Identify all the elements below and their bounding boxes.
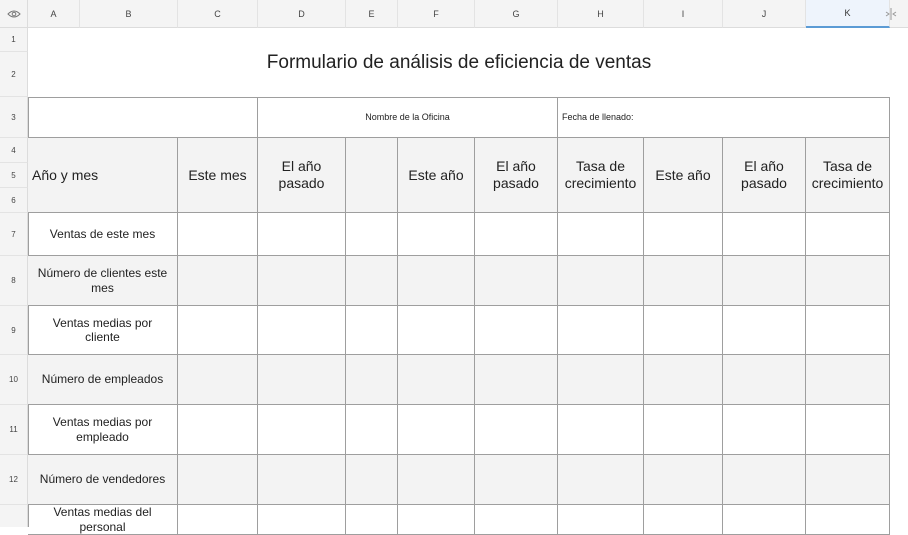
row-number: 7 <box>11 229 16 239</box>
row-number: 10 <box>9 375 18 384</box>
cell-a3-merged[interactable] <box>28 98 258 138</box>
row-header-2[interactable] <box>0 52 28 97</box>
row-header-12[interactable] <box>0 455 28 505</box>
column-header-j[interactable] <box>723 0 806 28</box>
header-this-month: Este mes <box>178 138 258 213</box>
data-cell[interactable] <box>475 256 558 306</box>
row-label: Ventas medias por cliente <box>28 306 178 355</box>
header-this-year-2: Este año <box>644 138 723 213</box>
data-cell[interactable] <box>558 355 644 405</box>
data-cell[interactable] <box>806 355 890 405</box>
row-number: 4 <box>11 145 16 155</box>
data-cell[interactable] <box>178 455 258 505</box>
data-cell[interactable] <box>346 455 398 505</box>
data-cell[interactable] <box>398 355 475 405</box>
column-header-e[interactable] <box>346 0 398 28</box>
data-cell[interactable] <box>723 505 806 535</box>
data-cell[interactable] <box>398 505 475 535</box>
data-cell[interactable] <box>398 213 475 256</box>
data-cell[interactable] <box>644 355 723 405</box>
data-cell[interactable] <box>258 505 346 535</box>
data-cell[interactable] <box>806 213 890 256</box>
data-cell[interactable] <box>258 256 346 306</box>
row-number: 11 <box>9 425 18 434</box>
data-cell[interactable] <box>475 505 558 535</box>
row-header-11[interactable] <box>0 405 28 455</box>
data-cell[interactable] <box>644 455 723 505</box>
row-number: 8 <box>11 276 16 285</box>
data-cell[interactable] <box>346 213 398 256</box>
row-number: 3 <box>11 112 16 122</box>
data-cell[interactable] <box>178 505 258 535</box>
header-last-year-2: El año pasado <box>475 138 558 213</box>
fill-date-label: Fecha de llenado: <box>558 98 890 138</box>
data-cell[interactable] <box>475 405 558 455</box>
data-cell[interactable] <box>178 306 258 355</box>
data-cell[interactable] <box>178 213 258 256</box>
data-cell[interactable] <box>723 306 806 355</box>
column-letter: I <box>681 8 685 19</box>
row-header-5[interactable] <box>0 163 28 188</box>
column-header-b[interactable] <box>80 0 178 28</box>
data-cell[interactable] <box>644 306 723 355</box>
data-cell[interactable] <box>398 455 475 505</box>
data-cell[interactable] <box>258 306 346 355</box>
data-cell[interactable] <box>346 256 398 306</box>
column-letter: H <box>597 8 604 19</box>
column-letter: E <box>368 8 375 19</box>
column-letter: A <box>50 8 57 19</box>
data-cell[interactable] <box>644 213 723 256</box>
data-cell[interactable] <box>806 505 890 535</box>
header-growth-rate: Tasa de crecimiento <box>558 138 644 213</box>
header-this-year: Este año <box>398 138 475 213</box>
freeze-columns-icon[interactable] <box>884 7 898 21</box>
data-cell[interactable] <box>475 306 558 355</box>
row-header-9[interactable] <box>0 306 28 355</box>
header-growth-rate-2: Tasa de crecimiento <box>806 138 890 213</box>
row-number: 6 <box>11 195 16 205</box>
column-header-c[interactable] <box>178 0 258 28</box>
data-cell[interactable] <box>558 455 644 505</box>
data-cell[interactable] <box>723 355 806 405</box>
data-cell[interactable] <box>178 405 258 455</box>
data-cell[interactable] <box>398 256 475 306</box>
select-all-corner[interactable] <box>0 0 28 28</box>
row-number: 9 <box>11 325 16 335</box>
data-cell[interactable] <box>475 455 558 505</box>
row-number: 5 <box>11 170 16 180</box>
header-empty <box>346 138 398 213</box>
data-cell[interactable] <box>346 505 398 535</box>
data-cell[interactable] <box>258 355 346 405</box>
data-cell[interactable] <box>806 405 890 455</box>
data-cell[interactable] <box>475 355 558 405</box>
data-cell[interactable] <box>346 306 398 355</box>
data-cell[interactable] <box>723 405 806 455</box>
row-header-8[interactable] <box>0 256 28 306</box>
row-header-6[interactable] <box>0 188 28 213</box>
data-cell[interactable] <box>723 455 806 505</box>
data-cell[interactable] <box>398 405 475 455</box>
row-label: Número de empleados <box>28 355 178 405</box>
column-letter: K <box>844 8 851 18</box>
row-header-10[interactable] <box>0 355 28 405</box>
sheet-title: Formulario de análisis de eficiencia de ventas <box>266 51 652 73</box>
data-cell[interactable] <box>558 213 644 256</box>
data-cell[interactable] <box>644 505 723 535</box>
row-label: Ventas medias del personal <box>28 505 178 535</box>
data-cell[interactable] <box>558 505 644 535</box>
column-letter: G <box>512 8 520 19</box>
data-cell[interactable] <box>723 256 806 306</box>
column-letter: B <box>125 8 132 19</box>
data-cell[interactable] <box>178 355 258 405</box>
column-header-i[interactable] <box>644 0 723 28</box>
column-header-d[interactable] <box>258 0 346 28</box>
row-label: Ventas de este mes <box>28 213 178 256</box>
data-cell[interactable] <box>806 306 890 355</box>
row-header-13[interactable] <box>0 505 28 527</box>
row-number: 1 <box>11 35 16 44</box>
eye-icon <box>7 9 21 19</box>
data-cell[interactable] <box>475 213 558 256</box>
data-cell[interactable] <box>258 455 346 505</box>
column-header-f[interactable] <box>398 0 475 28</box>
office-name-label: Nombre de la Oficina <box>258 98 558 138</box>
column-header-k[interactable] <box>806 0 890 28</box>
column-letter: F <box>433 8 439 19</box>
data-cell[interactable] <box>398 306 475 355</box>
data-cell[interactable] <box>644 256 723 306</box>
data-cell[interactable] <box>258 213 346 256</box>
column-letter: D <box>298 8 305 19</box>
row-number: 12 <box>9 475 18 484</box>
data-cell[interactable] <box>258 405 346 455</box>
data-cell[interactable] <box>558 306 644 355</box>
data-cell[interactable] <box>178 256 258 306</box>
row-label: Número de vendedores <box>28 455 178 505</box>
data-cell[interactable] <box>346 355 398 405</box>
row-number: 2 <box>11 69 16 79</box>
row-header-4[interactable] <box>0 138 28 163</box>
data-cell[interactable] <box>806 455 890 505</box>
header-year-month: Año y mes <box>28 138 178 213</box>
data-cell[interactable] <box>558 405 644 455</box>
column-letter: C <box>214 8 221 19</box>
data-cell[interactable] <box>558 256 644 306</box>
row-label: Número de clientes este mes <box>28 256 178 306</box>
column-header-h[interactable] <box>558 0 644 28</box>
row-label: Ventas medias por empleado <box>28 405 178 455</box>
data-cell[interactable] <box>806 256 890 306</box>
row-header-7[interactable] <box>0 213 28 256</box>
row-header-3[interactable] <box>0 97 28 138</box>
data-cell[interactable] <box>644 405 723 455</box>
data-cell[interactable] <box>723 213 806 256</box>
column-header-a[interactable] <box>28 0 80 28</box>
row-header-1[interactable] <box>0 28 28 52</box>
data-cell[interactable] <box>346 405 398 455</box>
column-header-g[interactable] <box>475 0 558 28</box>
header-last-year-3: El año pasado <box>723 138 806 213</box>
header-last-year: El año pasado <box>258 138 346 213</box>
column-letter: J <box>761 8 767 19</box>
